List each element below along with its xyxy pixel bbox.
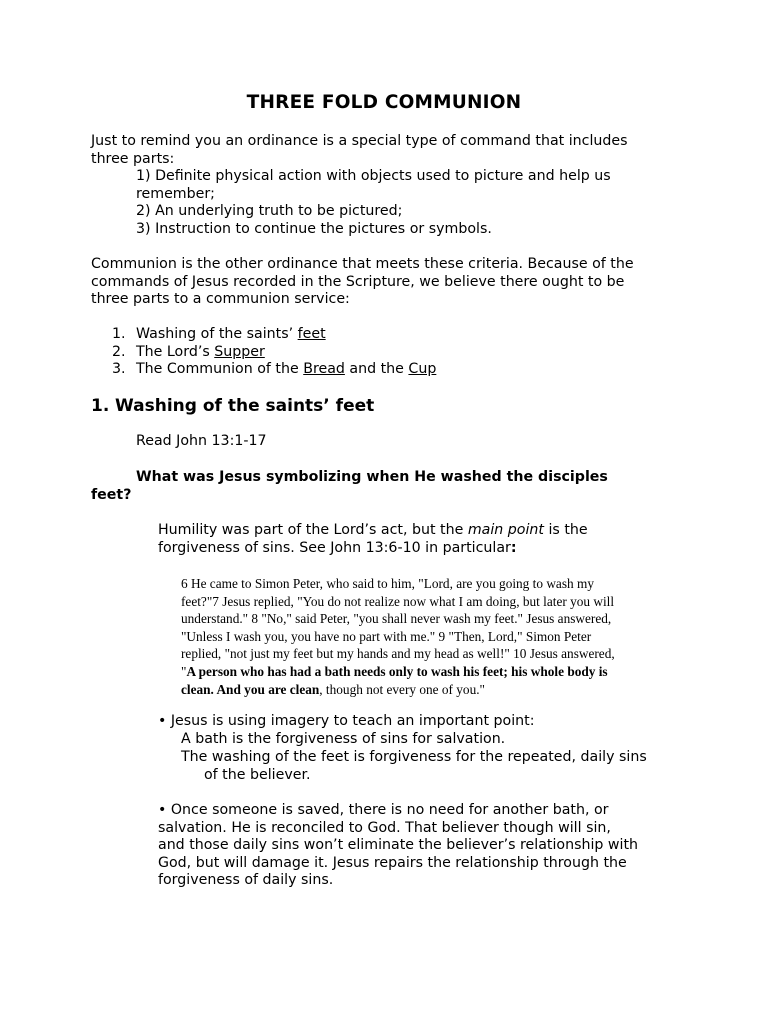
list-underlined-word: Cup (408, 361, 437, 378)
paragraph-line: forgiveness of daily sins. (158, 872, 334, 888)
list-number: 2. (112, 343, 126, 360)
ordinance-parts (136, 168, 678, 238)
list-text: Washing of the saints’ (136, 326, 298, 342)
humility-line (158, 540, 678, 558)
communion-line: commands of Jesus recorded in the Scripture, we believe there ought to be (91, 273, 625, 290)
question-line: feet? (91, 487, 132, 503)
humility-line (158, 522, 678, 540)
imagery-point-continued: of the believer. (204, 767, 311, 783)
communion-parts-list (112, 326, 436, 379)
text-run: Humility was part of the Lord’s act, but the (158, 522, 468, 538)
list-number: 3. (112, 361, 126, 378)
quote-line (181, 681, 678, 699)
list-text: and the (344, 361, 409, 378)
question-line: What was Jesus symbolizing when He washed the disciples (136, 469, 608, 485)
quote-line: understand." 8 "No," said Peter, "you shall never wash my feet." Jesus answered, (181, 611, 612, 627)
intro-line: three parts: (91, 150, 175, 167)
paragraph-line: God, but will damage it. Jesus repairs the relationship through the (158, 854, 627, 871)
scripture-quote (181, 575, 678, 698)
page-title: THREE FOLD COMMUNION (246, 92, 522, 113)
text-run: is the (543, 522, 588, 538)
list-number: 1. (112, 326, 126, 342)
list-underlined-word: feet (297, 326, 326, 342)
section-number: 1. (91, 396, 110, 416)
imagery-point: The washing of the feet is forgiveness for the repeated, daily sins (181, 749, 647, 765)
quote-line: 6 He came to Simon Peter, who said to him, "Lord, are you going to wash my (181, 576, 594, 591)
quote-line (181, 663, 678, 681)
list-underlined-word: Bread (303, 361, 345, 378)
bullet-saved-paragraph (158, 802, 678, 890)
ordinance-part: 2) An underlying truth to be pictured; (136, 203, 403, 219)
list-underlined-word: Supper (214, 343, 265, 360)
quote-line: "Unless I wash you, you have no part with me." 9 "Then, Lord," Simon Peter (181, 628, 592, 644)
bold-text: clean. And you are clean (181, 681, 320, 697)
quote-line: feet?"7 Jesus replied, "You do not realize now what I am doing, but later you will (181, 593, 615, 609)
section-heading (91, 396, 374, 416)
humility-paragraph (158, 522, 678, 557)
colon: : (510, 539, 517, 556)
scripture-reference: Read John 13:1-17 (136, 433, 267, 449)
list-item (112, 326, 436, 344)
section-heading-text: Washing of the saints’ feet (115, 396, 375, 416)
text-run: , though not every one of you." (319, 681, 485, 697)
list-item (112, 344, 436, 362)
imagery-point: A bath is the forgiveness of sins for salvation. (181, 731, 506, 747)
bold-text: A person who has had a bath needs only to wash his feet; his whole body is (186, 663, 608, 679)
emphasis-text: main point (467, 522, 544, 538)
list-item (112, 361, 436, 379)
ordinance-part: remember; (136, 185, 215, 202)
intro-line: Just to remind you an ordinance is a special type of command that includes (91, 133, 628, 149)
communion-paragraph (91, 256, 678, 309)
text-run: forgiveness of sins. See John 13:6-10 in particular (158, 539, 511, 556)
paragraph-line: • Once someone is saved, there is no need for another bath, or (158, 802, 609, 818)
paragraph-line: and those daily sins won’t eliminate the believer’s relationship with (158, 837, 639, 853)
intro-paragraph (91, 133, 678, 168)
ordinance-part: 1) Definite physical action with objects used to picture and help us (136, 168, 611, 184)
list-text: The Communion of the (136, 361, 304, 378)
paragraph-line: salvation. He is reconciled to God. That believer though will sin, (158, 819, 611, 836)
communion-line: Communion is the other ordinance that meets these criteria. Because of the (91, 256, 634, 272)
text-run: " (181, 663, 187, 679)
communion-line: three parts to a communion service: (91, 291, 350, 307)
list-text: The Lord’s (136, 343, 215, 360)
quote-line: replied, "not just my feet but my hands and my head as well!" 10 Jesus answered, (181, 646, 615, 662)
bullet-imagery: • Jesus is using imagery to teach an important point: (158, 713, 535, 729)
question (91, 468, 678, 504)
ordinance-part: 3) Instruction to continue the pictures or symbols. (136, 220, 492, 237)
